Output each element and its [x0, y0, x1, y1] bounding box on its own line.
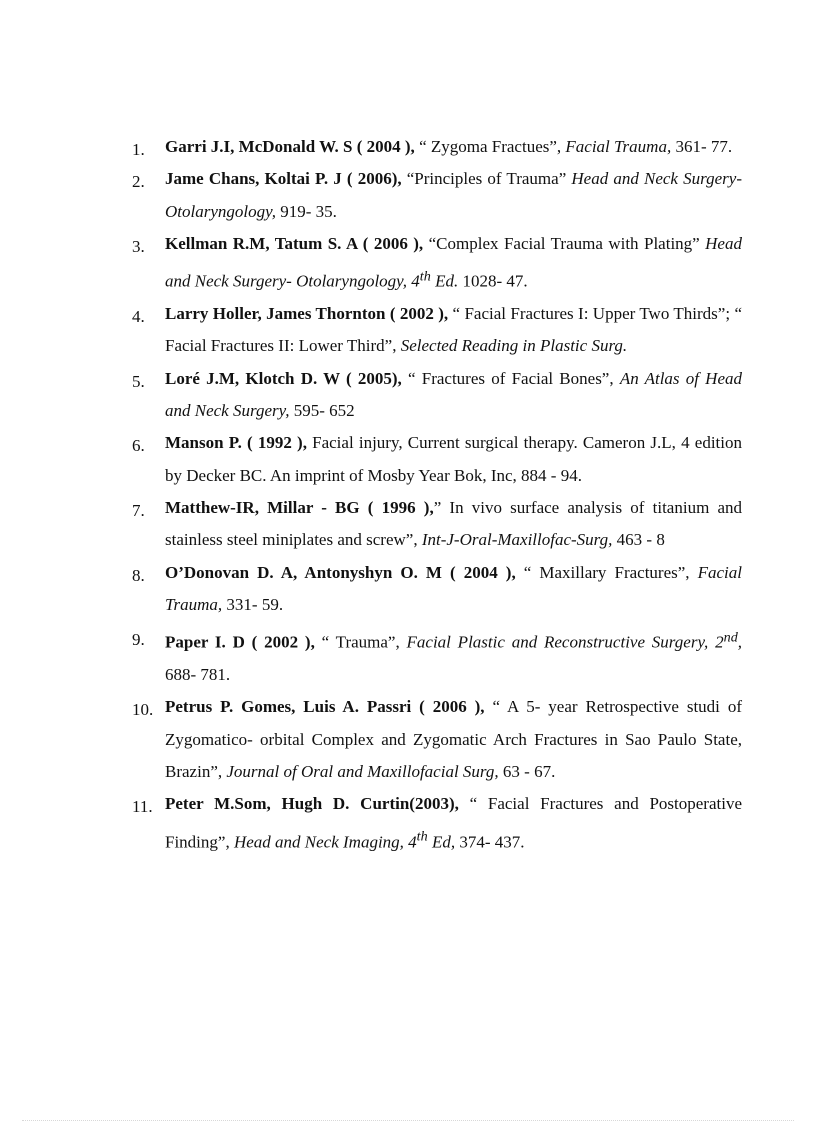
reference-item	[132, 557, 742, 622]
reference-detail: ” In vivo surface analysis of titanium and stainless steel miniplates and screw”,	[165, 497, 743, 550]
reference-item	[132, 363, 742, 428]
reference-text	[165, 691, 742, 788]
reference-text	[165, 427, 742, 492]
reference-authors: Garri J.I, McDonald W. S ( 2004 ),	[165, 137, 415, 156]
reference-authors: Manson P. ( 1992 ),	[165, 433, 307, 453]
reference-detail: “ Zygoma Fractues”,	[414, 137, 566, 156]
reference-text	[165, 131, 742, 163]
reference-text	[165, 788, 742, 858]
reference-authors: Petrus P. Gomes, Luis A. Passri ( 2006 ),	[165, 697, 485, 717]
reference-number: 3.	[132, 236, 145, 256]
reference-detail: 463 - 8	[612, 530, 665, 550]
ordinal-suffix: th	[416, 828, 428, 845]
reference-source: Ed.	[430, 271, 459, 291]
ordinal-suffix: nd	[723, 629, 738, 646]
reference-text	[165, 621, 742, 691]
reference-number: 10.	[132, 700, 154, 720]
reference-authors: Kellman R.M, Tatum S. A ( 2006 ),	[165, 233, 424, 253]
reference-authors: Matthew-IR, Millar - BG ( 1996 ),	[165, 497, 434, 517]
reference-item	[132, 131, 742, 163]
reference-source: Head and Neck Imaging, 4	[233, 832, 417, 852]
reference-item	[132, 621, 742, 691]
reference-source: ,	[737, 632, 743, 652]
reference-detail: “Principles of Trauma”	[401, 169, 572, 189]
reference-source: Facial Plastic and Reconstructive Surgery, 2	[406, 632, 724, 652]
reference-number: 7.	[132, 500, 145, 520]
ordinal-suffix: th	[419, 268, 431, 285]
reference-detail: “ Fractures of Facial Bones”,	[401, 368, 620, 388]
reference-source: Selected Reading in Plastic Surg.	[400, 336, 628, 356]
reference-source: Journal of Oral and Maxillofacial Surg,	[226, 761, 499, 781]
reference-number: 8.	[132, 565, 145, 585]
reference-item	[132, 298, 742, 363]
reference-source: Ed,	[427, 832, 456, 852]
reference-number: 9.	[132, 630, 145, 650]
reference-detail: “ Facial Fractures and Postoperative Finding”,	[165, 794, 742, 852]
reference-authors: Jame Chans, Koltai P. J ( 2006),	[165, 169, 402, 189]
reference-detail: 919- 35.	[275, 201, 337, 221]
reference-detail: 63 - 67.	[498, 761, 556, 781]
reference-detail: “ Maxillary Fractures”,	[515, 562, 698, 582]
reference-source: Head and Neck Surgery- Otolaryngology, 4	[165, 233, 742, 291]
reference-item	[132, 427, 742, 492]
reference-item	[132, 788, 742, 858]
reference-source: Head and Neck Surgery- Otolaryngology,	[165, 169, 742, 221]
reference-authors: Paper I. D ( 2002 ),	[165, 632, 315, 652]
reference-text	[165, 492, 742, 557]
reference-text	[165, 163, 742, 228]
reference-authors: Loré J.M, Klotch D. W ( 2005),	[165, 368, 402, 388]
reference-number: 6.	[132, 436, 145, 456]
reference-detail: 361- 77.	[671, 137, 733, 156]
reference-source: Facial Trauma,	[565, 137, 672, 156]
reference-source-suffix	[416, 828, 428, 851]
reference-number: 11.	[132, 797, 153, 817]
reference-detail: Facial injury, Current surgical therapy. Cameron J.L, 4 edition by Decker BC. An imprint of Mosby Year Bok, Inc, 884 - 94.	[165, 433, 742, 485]
reference-text	[165, 298, 742, 363]
reference-text	[165, 363, 742, 428]
reference-item	[132, 228, 742, 298]
reference-authors: Peter M.Som, Hugh D. Curtin(2003),	[165, 794, 459, 814]
reference-source: Int-J-Oral-Maxillofac-Surg,	[421, 530, 613, 550]
reference-source-suffix	[723, 629, 738, 652]
reference-source: An Atlas of Head and Neck Surgery,	[165, 368, 742, 421]
reference-item	[132, 492, 742, 557]
reference-source-suffix	[419, 268, 431, 291]
reference-detail: 374- 437.	[455, 832, 525, 852]
reference-detail: “ Trauma”,	[314, 632, 407, 652]
reference-authors: Larry Holler, James Thornton ( 2002 ),	[165, 304, 449, 324]
reference-list	[132, 131, 742, 859]
reference-detail: 688- 781.	[165, 665, 231, 685]
reference-detail: “ A 5- year Retrospective studi of Zygomatico- orbital Complex and Zygomatic Arch Fractures in Sao Paulo State, Brazin”,	[165, 697, 742, 781]
reference-number: 2.	[132, 172, 145, 192]
reference-number: 5.	[132, 371, 145, 391]
reference-authors: O’Donovan D. A, Antonyshyn O. M ( 2004 ),	[165, 562, 516, 582]
reference-detail: 1028- 47.	[458, 271, 528, 291]
page-bottom-rule	[22, 1120, 794, 1121]
reference-item	[132, 691, 742, 788]
reference-detail: 595- 652	[289, 401, 355, 421]
reference-source: Facial Trauma,	[165, 562, 742, 614]
reference-detail: 331- 59.	[222, 594, 284, 614]
reference-text	[165, 228, 742, 298]
reference-item	[132, 163, 742, 228]
reference-detail: “Complex Facial Trauma with Plating”	[423, 233, 706, 253]
reference-detail: “ Facial Fractures I: Upper Two Thirds”; “ Facial Fractures II: Lower Third”,	[165, 304, 742, 356]
reference-text	[165, 557, 742, 622]
reference-number: 4.	[132, 307, 145, 327]
reference-number: 1.	[132, 140, 145, 159]
